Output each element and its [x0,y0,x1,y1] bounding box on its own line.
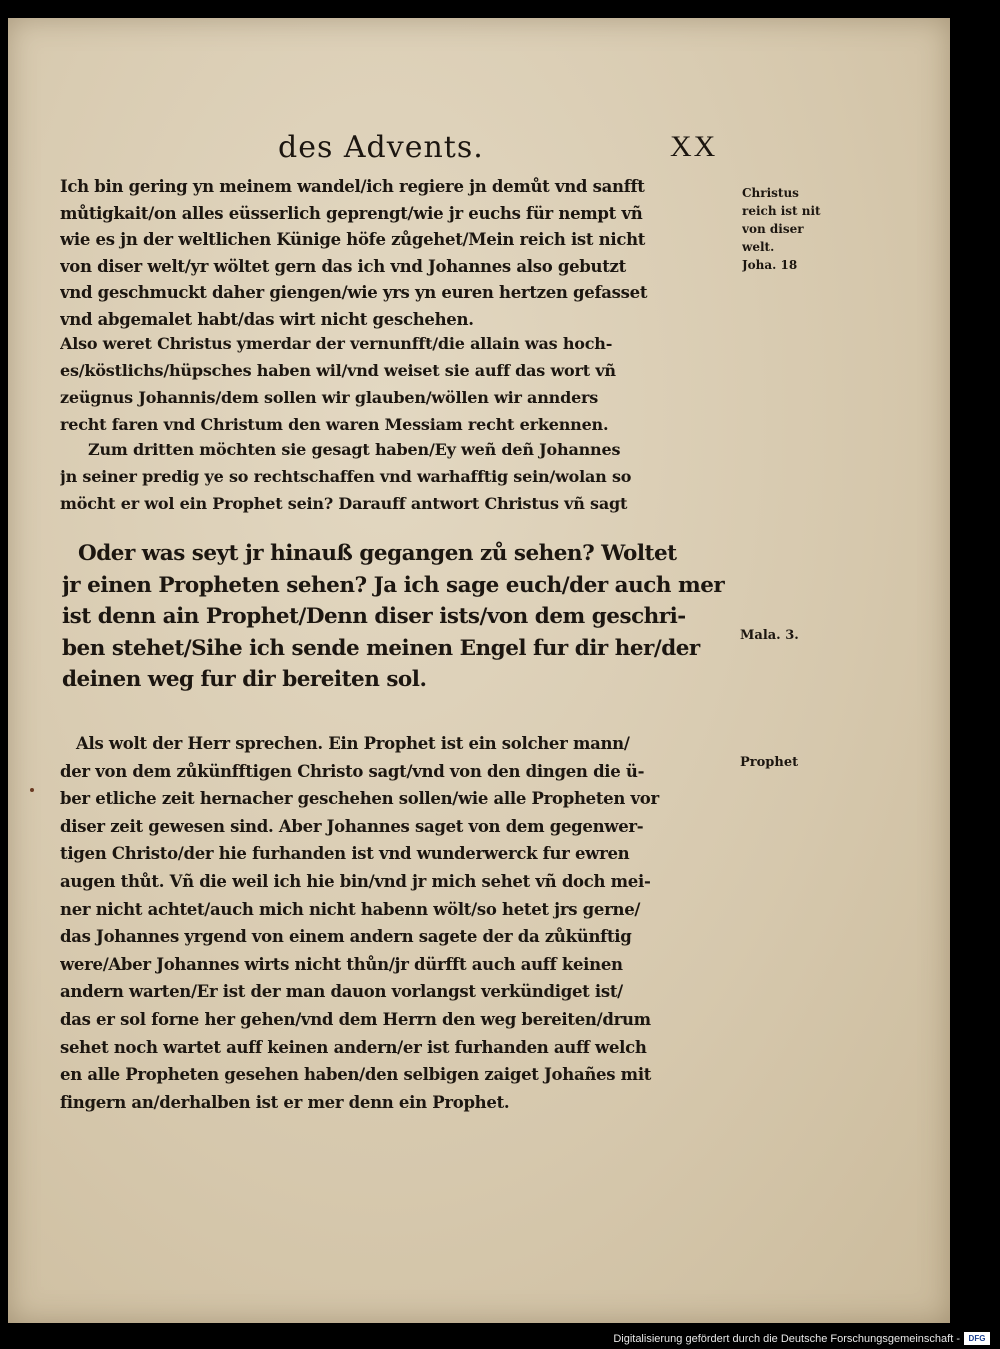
text-line: von diser welt/yr wöltet gern das ich vnd Johannes also gebutzt [60,256,626,276]
marginal-note-christus [742,184,828,274]
quote-line: jr einen Propheten sehen? Ja ich sage euch/der auch mer [62,572,725,598]
text-line: es/köstlichs/hüpsches haben wil/vnd weiset sie auff das wort vñ [60,361,616,380]
text-line: diser zeit gewesen sind. Aber Johannes saget von dem gegenwer- [60,816,644,836]
page-header [8,130,950,170]
text-line: tigen Christo/der hie furhanden ist vnd wunderwerck fur ewren [60,844,630,864]
quote-line: ist denn ain Prophet/Denn diser ists/von dem geschri- [62,604,686,629]
text-line: ner nicht achtet/auch mich nicht habenn wölt/so hetet jrs gerne/ [60,899,641,919]
text-line: Also weret Christus ymerdar der vernunfft/die allain was hoch- [60,334,613,353]
scripture-quote [62,538,752,696]
text-line: sehet noch wartet auff keinen andern/er ist furhanden auff welch [60,1037,647,1057]
text-line: Ich bin gering yn meinem wandel/ich regiere jn demůt vnd sanfft [60,177,645,196]
quote-line: Oder was seyt jr hinauß gegangen zů sehen? Woltet [78,541,677,566]
text-line: vnd abgemalet habt/das wirt nicht geschehen. [60,309,474,329]
note-line: Christus [742,186,799,200]
text-line: das Johannes yrgend von einem andern sagete der da zůkünftig [60,927,632,947]
note-line: von diser [742,222,804,236]
paragraph-2 [60,330,740,438]
ink-speck [30,788,34,792]
text-line: vnd geschmuckt daher giengen/wie yrs yn euren hertzen gefasset [60,283,648,302]
paragraph-1 [60,174,740,333]
text-line: das er sol forne her gehen/vnd dem Herrn den weg bereiten/drum [60,1009,651,1029]
quote-line: ben stehet/Sihe ich sende meinen Engel fur dir her/der [62,635,700,661]
text-line: wie es jn der weltlichen Künige höfe zůgehet/Mein reich ist nicht [60,230,646,249]
text-line: augen thůt. Vñ die weil ich hie bin/vnd jr mich sehet vñ doch mei- [60,871,651,891]
text-line: jn seiner predig ye so rechtschaffen vnd warhafftig sein/wolan so [60,467,632,486]
dfg-logo: DFG [964,1332,990,1345]
text-line: ber etliche zeit hernacher geschehen sollen/wie alle Propheten vor [60,789,659,809]
quote-line: deinen weg fur dir bereiten sol. [62,667,427,692]
marginal-note-mala: Mala. 3. [740,628,799,643]
note-line: reich ist nit [742,204,821,218]
text-line: Als wolt der Herr sprechen. Ein Prophet ist ein solcher mann/ [76,734,630,753]
running-title: des Advents. [278,130,484,165]
funding-credit: Digitalisierung gefördert durch die Deutsche Forschungsgemeinschaft - [613,1333,960,1345]
paragraph-3 [60,436,740,517]
text-line: were/Aber Johannes wirts nicht thůn/jr dürfft auch auff keinen [60,954,623,974]
text-line: recht faren vnd Christum den waren Messiam recht erkennen. [60,415,609,434]
text-line: en alle Propheten gesehen haben/den selbigen zaiget Johañes mit [60,1065,652,1085]
text-line: fingern an/derhalben ist er mer denn ein Prophet. [60,1092,510,1112]
text-line: Zum dritten möchten sie gesagt haben/Ey weñ deñ Johannes [88,440,621,459]
book-page [8,18,950,1323]
note-line: Joha. 18 [742,258,798,272]
text-line: zeügnus Johannis/dem sollen wir glauben/wöllen wir annders [60,388,599,407]
text-line: můtigkait/on alles eüsserlich geprengt/wie jr euchs für nempt vñ [60,203,643,223]
paragraph-4 [60,730,740,1116]
text-line: der von dem zůkünfftigen Christo sagt/vnd von den dingen die ü- [60,761,645,781]
marginal-note-prophet: Prophet [740,755,799,770]
text-line: andern warten/Er ist der man dauon vorlangst verkündiget ist/ [60,982,623,1002]
digitization-footer [0,1330,1000,1349]
folio-number: XX [670,130,718,163]
text-line: möcht er wol ein Prophet sein? Darauff antwort Christus vñ sagt [60,494,628,513]
note-line: welt. [742,240,775,254]
